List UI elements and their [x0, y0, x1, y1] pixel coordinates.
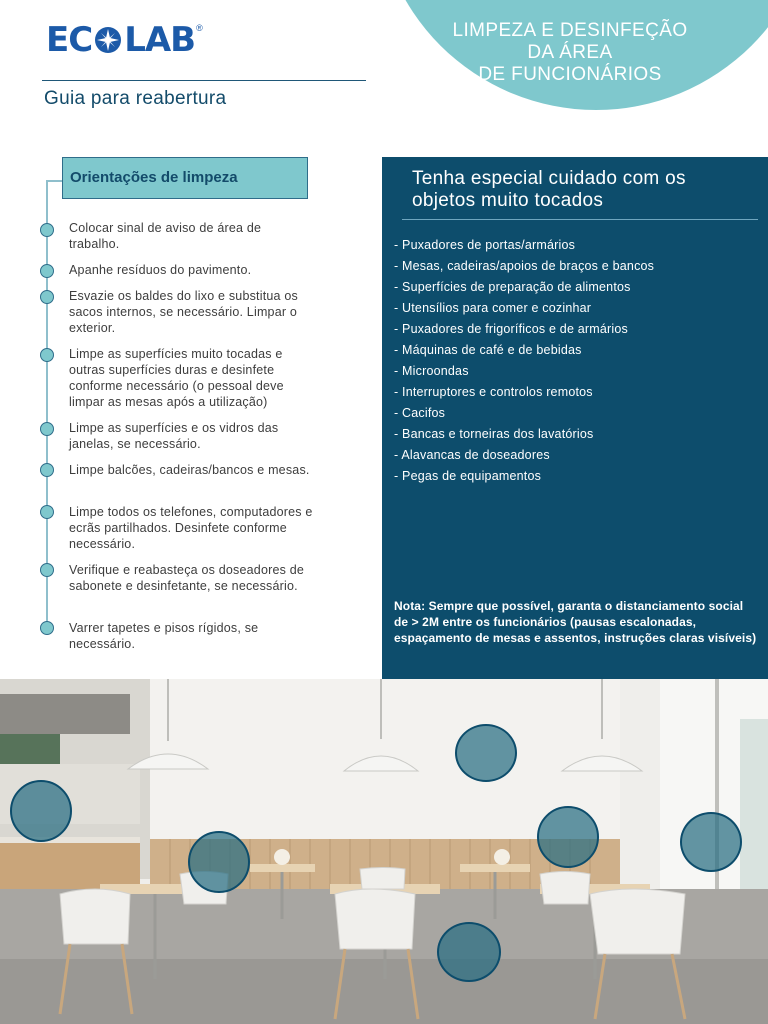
timeline-dot: [40, 563, 54, 577]
header-title-line: DA ÁREA: [527, 42, 613, 63]
ecolab-logo: [46, 20, 203, 60]
timeline-dot: [40, 505, 54, 519]
timeline-dot: [40, 290, 54, 304]
header-title-line: LIMPEZA E DESINFEÇÃO: [452, 20, 688, 41]
list-item: - Utensílios para comer e cozinhar: [394, 301, 592, 315]
list-item: - Interruptores e controlos remotos: [394, 385, 593, 399]
break-room-illustration: [0, 679, 768, 1024]
hotspot-marker: [680, 812, 742, 872]
guide-title: Guia para reabertura: [44, 88, 227, 109]
timeline-dot: [40, 463, 54, 477]
list-item: - Cacifos: [394, 406, 446, 420]
touch-points-title: Tenha especial cuidado com os objetos muito tocados: [412, 168, 686, 211]
cleaning-step: Colocar sinal de aviso de área de trabalho.: [69, 221, 262, 251]
list-item: - Pegas de equipamentos: [394, 469, 542, 483]
break-room-photo: [0, 679, 768, 1024]
touch-points-panel: [382, 157, 768, 679]
header-title-line: DE FUNCIONÁRIOS: [478, 64, 662, 85]
hotspot-marker: [437, 922, 501, 982]
list-item: - Microondas: [394, 364, 469, 378]
list-item: - Alavancas de doseadores: [394, 448, 550, 462]
logo-text-right: LAB: [124, 20, 196, 60]
cleaning-step: Varrer tapetes e pisos rígidos, se necessário.: [69, 621, 259, 651]
header-divider: [42, 80, 366, 81]
cleaning-step: Apanhe resíduos do pavimento.: [69, 263, 252, 277]
touch-points-list: [394, 235, 654, 487]
timeline-dot: [40, 422, 54, 436]
distancing-note: Nota: Sempre que possível, garanta o distanciamento social de > 2M entre os funcionários (pausas escalonadas, espaçamento de mesas e assentos, instruções claras visíveis): [394, 599, 757, 645]
logo-text-left: EC: [46, 20, 93, 60]
cleaning-step: Esvazie os baldes do lixo e substitua os sacos internos, se necessário. Limpar o exterior.: [69, 289, 298, 335]
timeline-dot: [40, 223, 54, 237]
panel-divider: [402, 219, 758, 220]
hotspot-marker: [537, 806, 599, 868]
list-item: - Bancas e torneiras dos lavatórios: [394, 427, 594, 441]
list-item: - Máquinas de café e de bebidas: [394, 343, 582, 357]
timeline-dot: [40, 264, 54, 278]
logo-star-icon: [93, 24, 123, 56]
hotspot-marker: [455, 724, 517, 782]
list-item: - Puxadores de frigoríficos e de armários: [394, 322, 628, 336]
list-item: - Superfícies de preparação de alimentos: [394, 280, 631, 294]
list-item: - Mesas, cadeiras/apoios de braços e bancos: [394, 259, 655, 273]
hotspot-marker: [10, 780, 72, 842]
cleaning-step: Verifique e reabasteça os doseadores de sabonete e desinfetante, se necessário.: [69, 563, 305, 593]
cleaning-step: Limpe todos os telefones, computadores e ecrãs partilhados. Desinfete conforme necessário.: [69, 505, 313, 551]
timeline-dot: [40, 348, 54, 362]
cleaning-step: Limpe balcões, cadeiras/bancos e mesas.: [69, 463, 310, 477]
hotspot-marker: [188, 831, 250, 893]
list-item: - Puxadores de portas/armários: [394, 238, 576, 252]
timeline-dot: [40, 621, 54, 635]
cleaning-section-header: [62, 157, 308, 199]
cleaning-step: Limpe as superfícies muito tocadas e outras superfícies duras e desinfete conforme necessário (o pessoal deve limpar as mesas após a utilização): [69, 347, 284, 409]
cleaning-step: Limpe as superfícies e os vidros das janelas, se necessário.: [69, 421, 279, 451]
header-title: [420, 20, 720, 86]
cleaning-section-title: Orientações de limpeza: [70, 169, 238, 186]
logo-registered-mark: ®: [196, 23, 203, 33]
